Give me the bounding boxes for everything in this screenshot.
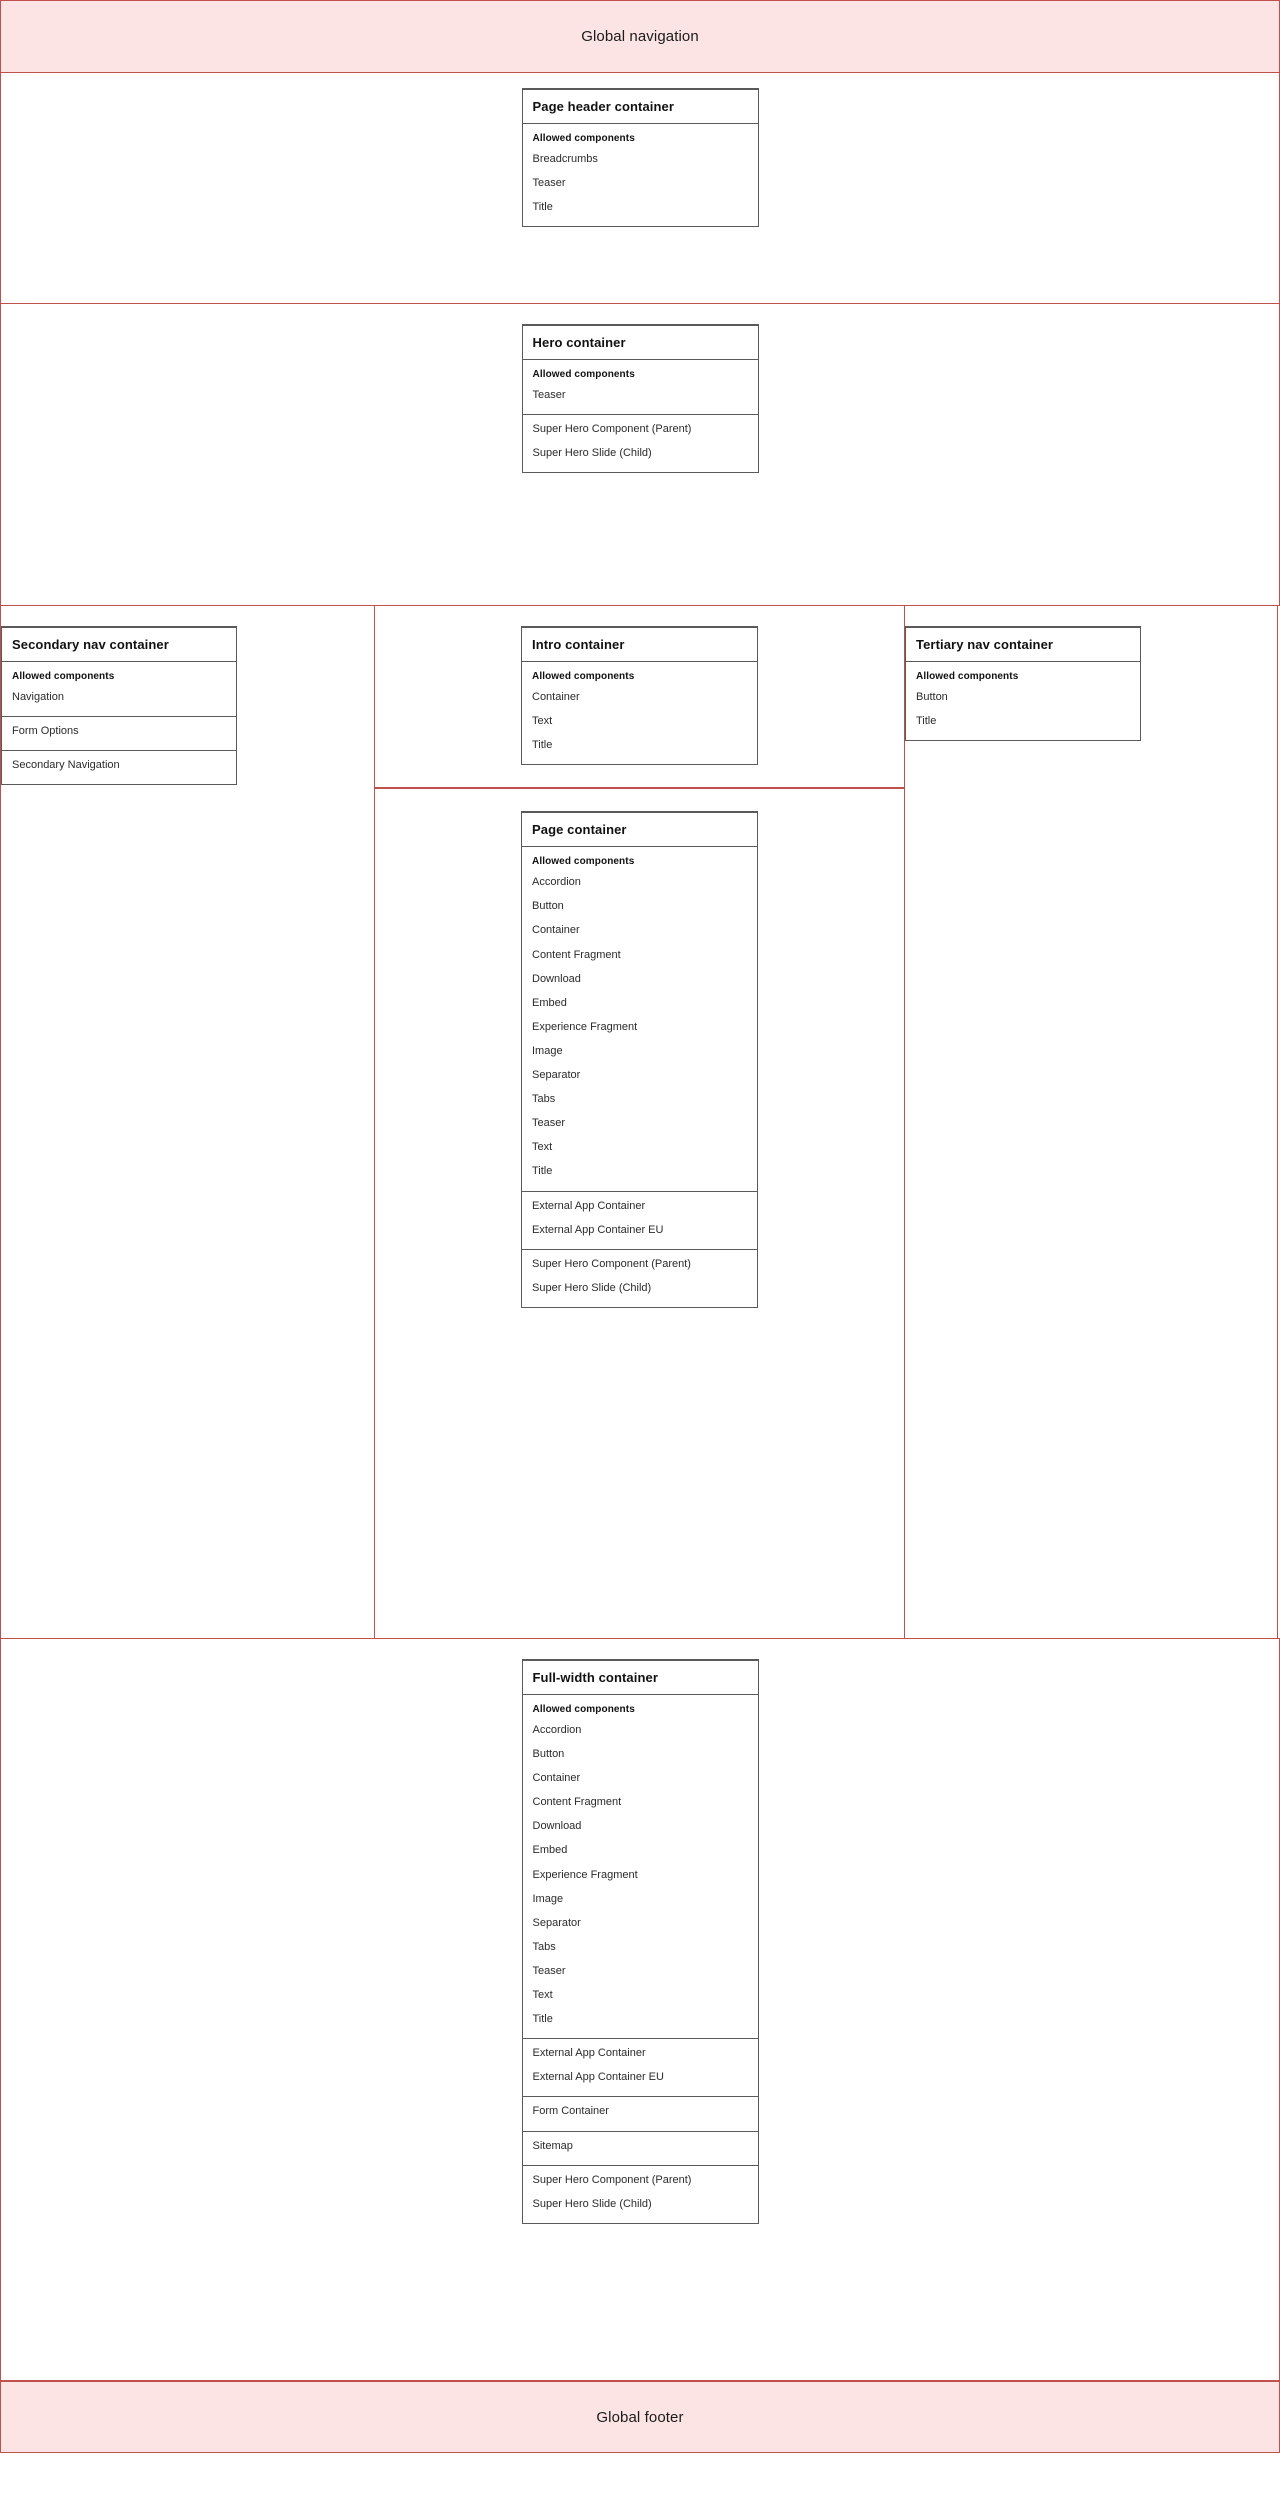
card-group [522, 1250, 757, 1307]
component-list-item: External App Container EU [532, 2071, 664, 2084]
page-header-section [0, 73, 1280, 304]
allowed-components-heading: Allowed components [12, 671, 115, 682]
page-header-container-card [522, 88, 759, 227]
card-group [522, 662, 757, 764]
component-list-item: External App Container [532, 2047, 646, 2060]
component-list-item: Container [532, 691, 580, 703]
component-list-item: Title [532, 1165, 553, 1178]
card-group [2, 717, 236, 751]
component-list-item: Tabs [532, 1093, 556, 1106]
global-navigation-label: Global navigation [581, 28, 699, 45]
component-list-item: Super Hero Slide (Child) [532, 447, 652, 460]
component-list-item: External App Container EU [532, 1223, 664, 1236]
secondary-nav-container-card [1, 626, 237, 785]
global-footer-label: Global footer [596, 2408, 684, 2426]
component-list-item: Teaser [532, 177, 566, 190]
component-list-item: Separator [532, 1069, 581, 1082]
global-footer-region [0, 2381, 1280, 2453]
card-group [2, 662, 236, 717]
component-list-item: Title [532, 201, 553, 214]
main-content-column [375, 606, 905, 1638]
component-list-item: Secondary Navigation [12, 759, 120, 772]
allowed-components-heading: Allowed components [532, 369, 635, 380]
tertiary-nav-column [905, 606, 1278, 1638]
component-list-item: Sitemap [532, 2139, 573, 2152]
component-list-item: Form Container [532, 2105, 609, 2118]
card-group [523, 2097, 758, 2131]
hero-container-card [522, 324, 759, 473]
component-list-item: Tabs [532, 1940, 556, 1953]
three-column-band [0, 606, 1280, 1639]
allowed-components-heading: Allowed components [532, 856, 635, 868]
component-list-item: Super Hero Slide (Child) [532, 2197, 652, 2210]
component-list-item: Image [532, 1892, 564, 1905]
card-group [523, 2132, 758, 2166]
component-list-item: Title [916, 715, 937, 728]
component-list-item: Navigation [12, 691, 64, 703]
component-list-item: Content Fragment [532, 948, 621, 961]
secondary-nav-column [0, 606, 375, 1638]
component-list-item: Super Hero Component (Parent) [532, 2173, 692, 2186]
card-group [522, 1192, 757, 1250]
card-title: Hero container [523, 326, 758, 360]
card-group [523, 124, 758, 226]
component-list-item: External App Container [532, 1199, 646, 1212]
full-width-section [0, 1639, 1280, 2381]
allowed-components-heading: Allowed components [532, 671, 635, 682]
component-list-item: Teaser [532, 1964, 566, 1977]
component-list-item: Embed [532, 996, 567, 1009]
component-list-item: Super Hero Slide (Child) [532, 1281, 652, 1294]
card-group [523, 360, 758, 415]
page-container-region [375, 789, 904, 1308]
component-list-item: Experience Fragment [532, 1020, 638, 1033]
component-list-item: Download [532, 1820, 582, 1833]
global-navigation-region [0, 0, 1280, 73]
component-list-item: Accordion [532, 876, 581, 889]
component-list-item: Text [532, 1141, 553, 1154]
card-group [523, 415, 758, 472]
card-title: Secondary nav container [2, 628, 236, 662]
component-list-item: Title [532, 2013, 553, 2026]
card-title: Intro container [522, 628, 757, 662]
component-list-item: Super Hero Component (Parent) [532, 423, 692, 436]
component-list-item: Text [532, 715, 553, 728]
component-list-item: Text [532, 1989, 553, 2002]
component-list-item: Title [532, 739, 553, 752]
component-list-item: Image [532, 1044, 563, 1057]
component-list-item: Teaser [532, 389, 566, 401]
tertiary-nav-container-card [905, 626, 1141, 741]
component-list-item: Experience Fragment [532, 1868, 638, 1881]
component-list-item: Breadcrumbs [532, 153, 598, 165]
card-group [2, 751, 236, 784]
component-list-item: Content Fragment [532, 1796, 622, 1809]
card-title: Page header container [523, 90, 758, 124]
card-group [523, 2039, 758, 2097]
component-list-item: Embed [532, 1844, 568, 1857]
hero-section [0, 304, 1280, 606]
allowed-components-heading: Allowed components [532, 1704, 635, 1715]
card-title: Page container [522, 813, 757, 847]
component-list-item: Container [532, 924, 580, 937]
card-group [523, 2166, 758, 2223]
card-group [523, 1695, 758, 2039]
intro-container-card [521, 626, 758, 765]
page-container-card [521, 811, 758, 1308]
component-list-item: Download [532, 972, 581, 985]
card-group [906, 662, 1140, 740]
full-width-container-card [522, 1659, 759, 2224]
component-list-item: Form Options [12, 725, 79, 738]
component-list-item: Button [532, 900, 564, 913]
component-list-item: Container [532, 1772, 581, 1785]
allowed-components-heading: Allowed components [532, 133, 635, 144]
component-list-item: Teaser [532, 1117, 566, 1130]
component-list-item: Accordion [532, 1724, 582, 1736]
component-list-item: Separator [532, 1916, 581, 1929]
component-list-item: Super Hero Component (Parent) [532, 1257, 691, 1270]
component-list-item: Button [916, 691, 948, 703]
card-title: Tertiary nav container [906, 628, 1140, 662]
card-title: Full-width container [523, 1661, 758, 1695]
card-group [522, 847, 757, 1191]
component-list-item: Button [532, 1748, 565, 1761]
intro-region [375, 626, 904, 789]
allowed-components-heading: Allowed components [916, 671, 1019, 682]
